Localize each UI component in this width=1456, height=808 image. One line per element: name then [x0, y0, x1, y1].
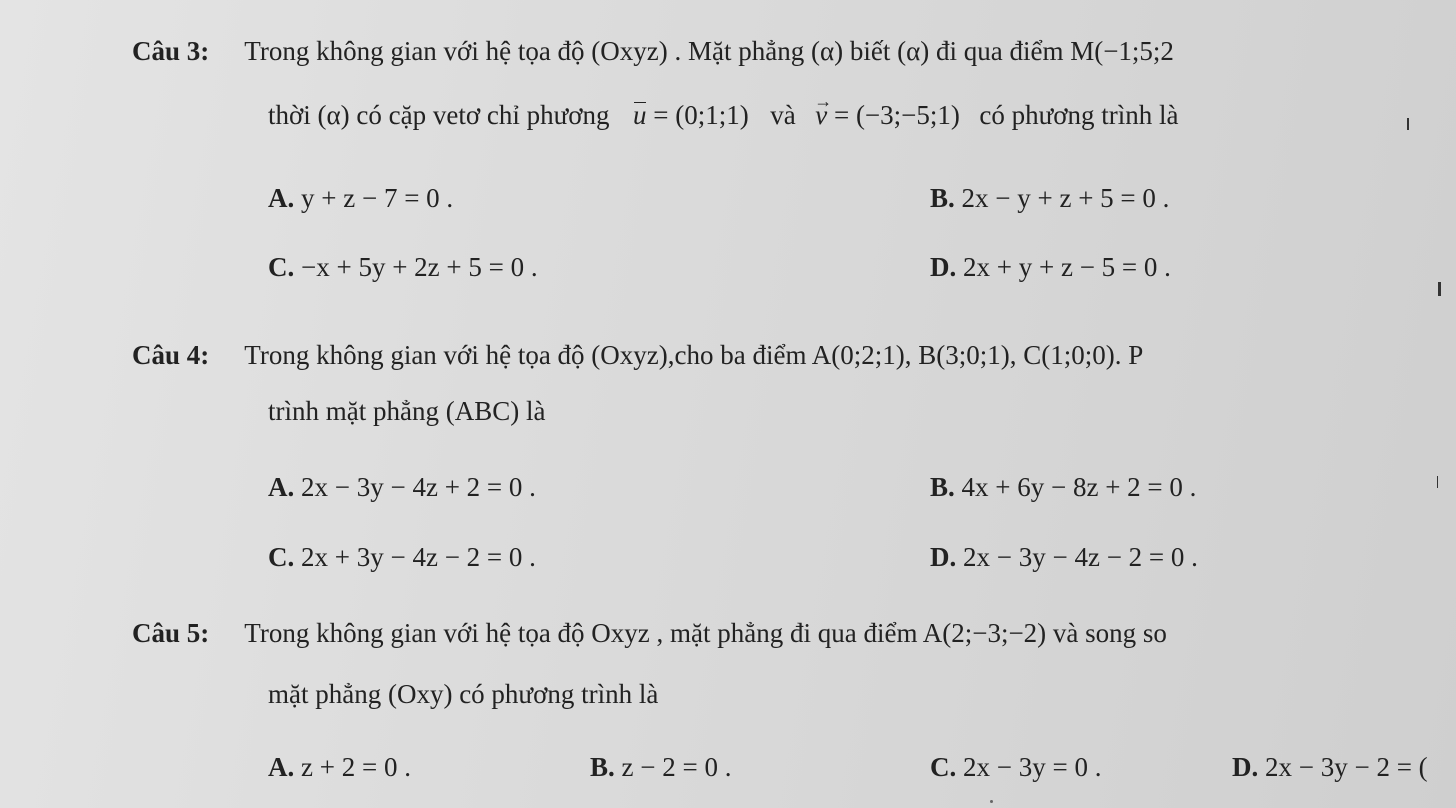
q4-line1 — [132, 338, 1143, 372]
q3-option-d — [930, 250, 1171, 284]
q4-option-b-text: 4x + 6y − 8z + 2 = 0 . — [961, 472, 1197, 502]
q4-option-b — [930, 470, 1196, 504]
q4-stem-line1: Trong không gian với hệ tọa độ (Oxyz),cho ba điểm A(0;2;1), B(3;0;1), C(1;0;0). P — [244, 340, 1144, 370]
q4-option-c-letter: C. — [268, 542, 295, 572]
q4-option-d — [930, 540, 1198, 574]
q3-vector-u: u — [633, 100, 647, 130]
q5-option-b-letter: B. — [590, 752, 615, 782]
q5-option-b-text: z − 2 = 0 . — [621, 752, 732, 782]
q4-option-a-letter: A. — [268, 472, 295, 502]
q4-option-a-text: 2x − 3y − 4z + 2 = 0 . — [301, 472, 536, 502]
q3-option-c — [268, 250, 538, 284]
q5-option-d — [1232, 750, 1428, 784]
q5-stem-line1: Trong không gian với hệ tọa độ Oxyz , mặt phẳng đi qua điểm A(2;−3;−2) và song so — [244, 618, 1167, 648]
q3-option-c-letter: C. — [268, 252, 295, 282]
margin-mark — [1437, 476, 1438, 488]
q5-option-a-text: z + 2 = 0 . — [301, 752, 411, 782]
q5-option-b — [590, 750, 731, 784]
q5-option-c-text: 2x − 3y = 0 . — [963, 752, 1102, 782]
q3-label: Câu 3: — [132, 36, 210, 66]
q3-option-a-letter: A. — [268, 183, 295, 213]
q4-line2 — [268, 394, 545, 428]
q3-stem-line1: Trong không gian với hệ tọa độ (Oxyz) . Mặt phẳng (α) biết (α) đi qua điểm M(−1;5;2 — [244, 36, 1174, 66]
q5-option-c — [930, 750, 1101, 784]
q3-conjunction: và — [770, 100, 796, 130]
q5-option-d-text: 2x − 3y − 2 = ( — [1265, 752, 1428, 782]
q3-stem-line2: thời (α) có cặp vetơ chỉ phương — [268, 100, 610, 130]
q3-option-b-text: 2x − y + z + 5 = 0 . — [961, 183, 1170, 213]
q3-option-a-text: y + z − 7 = 0 . — [301, 183, 454, 213]
q4-option-b-letter: B. — [930, 472, 955, 502]
q5-option-a-letter: A. — [268, 752, 295, 782]
q4-option-c — [268, 540, 536, 574]
q5-label: Câu 5: — [132, 618, 210, 648]
q3-option-d-letter: D. — [930, 252, 957, 282]
q3-vector-u-value: = (0;1;1) — [653, 100, 749, 130]
q5-stem-line2: mặt phẳng (Oxy) có phương trình là — [268, 679, 659, 709]
q5-option-d-letter: D. — [1232, 752, 1259, 782]
q3-option-b-letter: B. — [930, 183, 955, 213]
q5-line1 — [132, 616, 1167, 650]
q3-option-d-text: 2x + y + z − 5 = 0 . — [963, 252, 1171, 282]
q4-option-d-text: 2x − 3y − 4z − 2 = 0 . — [963, 542, 1198, 572]
q4-stem-line2: trình mặt phẳng (ABC) là — [268, 396, 546, 426]
margin-mark — [1407, 118, 1409, 130]
q5-option-a — [268, 750, 411, 784]
q3-vector-v: → v — [815, 98, 827, 132]
q3-line2 — [268, 98, 1179, 132]
q3-option-a — [268, 181, 453, 215]
q4-label: Câu 4: — [132, 340, 210, 370]
q3-line1 — [132, 34, 1174, 68]
q3-stem-line2-end: có phương trình là — [979, 100, 1179, 130]
margin-mark — [1438, 282, 1441, 296]
q5-line2 — [268, 677, 658, 711]
q3-vector-v-value: = (−3;−5;1) — [833, 100, 960, 130]
q4-option-d-letter: D. — [930, 542, 957, 572]
q4-option-c-text: 2x + 3y − 4z − 2 = 0 . — [301, 542, 536, 572]
q5-option-c-letter: C. — [930, 752, 957, 782]
q3-option-b — [930, 181, 1169, 215]
q3-option-c-text: −x + 5y + 2z + 5 = 0 . — [301, 252, 538, 282]
q4-option-a — [268, 470, 536, 504]
paper-speck — [990, 800, 993, 803]
